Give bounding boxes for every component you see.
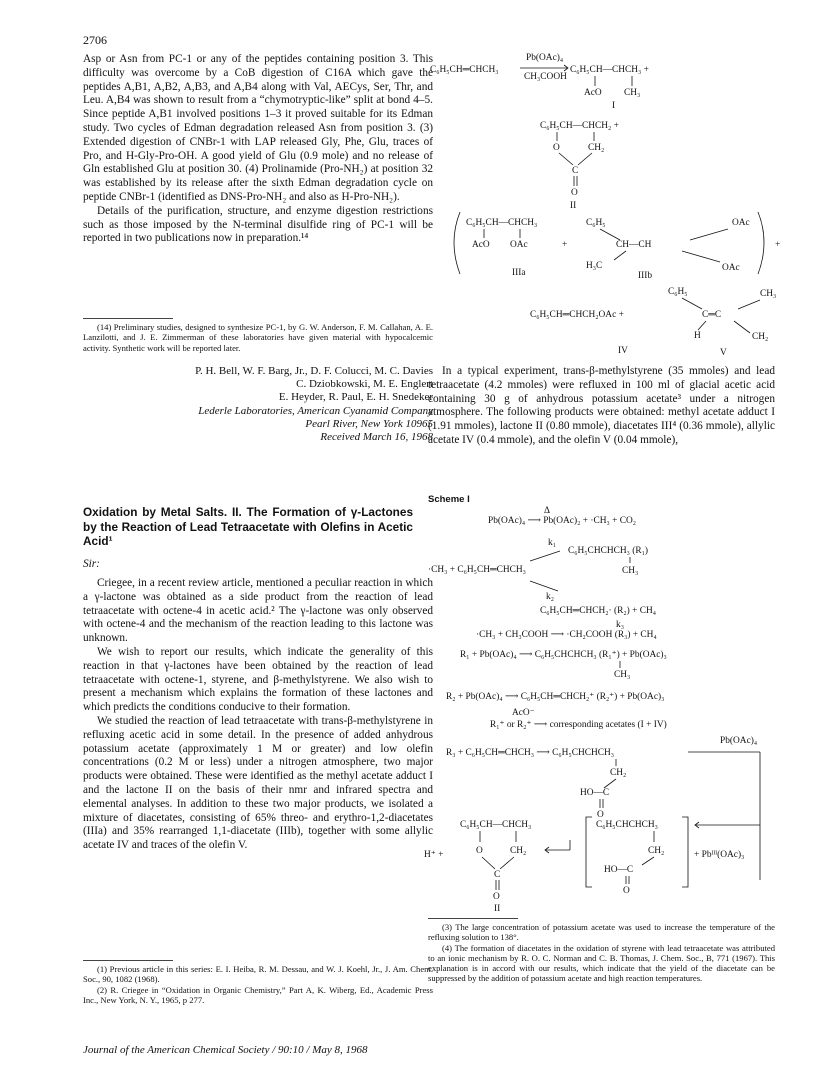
footnote-rule-2 bbox=[83, 960, 173, 961]
bond-IIIb-4 bbox=[682, 251, 720, 262]
scheme-step-5: R₂ + Pb(OAc)₄ ⟶ C₆H₅CH═CHCH₂⁺ (R₂⁺) + Pb(OAc)₃ bbox=[446, 692, 665, 702]
scheme-step-7: R₃ + C₆H₅CH═CHCH₃ ⟶ C₆H₅CHCHCH₃ bbox=[446, 748, 615, 758]
IIIb-oac-top: OAc bbox=[732, 218, 750, 228]
final-lead-product: + Pbᴵᴵᴵ(OAc)₃ bbox=[694, 850, 745, 860]
s4-methyl: CH₃ bbox=[614, 670, 631, 680]
IIIb-middle: CH—CH bbox=[616, 240, 652, 250]
V-methylene: CH₂ bbox=[752, 332, 769, 342]
final-carbonyl-O: O bbox=[493, 892, 500, 902]
affiliation-line-1: Lederle Laboratories, American Cyanamid Company bbox=[198, 404, 433, 417]
bond-II-3 bbox=[559, 153, 573, 165]
II-carbonyl-O: O bbox=[571, 188, 578, 198]
bond-II-4 bbox=[578, 153, 592, 165]
author-signature bbox=[83, 365, 433, 444]
II-ring-O: O bbox=[553, 143, 560, 153]
scheme-step-6: R₁⁺ or R₂⁺ ⟶ corresponding acetates (I + IV) bbox=[490, 720, 667, 730]
styrene-reactant: C₆H₅CH═CHCH₃ bbox=[430, 65, 499, 75]
footnote-3: (3) The large concentration of potassium acetate was used to increase the temperature of the refluxing solution to 138°. bbox=[428, 922, 775, 943]
footnote-4: (4) The formation of diacetates in the oxidation of styrene with lead tetraacetate was attributed to an ionic mechanism by R. O. C. Norman and C. B. Thomas, J. Chem. Soc., B, 771 (1967). This explanation is in accord with our results, which indicate that the yield of the diacetate can be suppressed by the addition of potassium acetate and high reaction temperatures. bbox=[428, 942, 775, 984]
s7-carbonyl-O: O bbox=[597, 810, 604, 820]
authors-line-2: C. Dziobkowski, M. E. Englert bbox=[296, 378, 433, 391]
IIIa-acetoxy-1: AcO bbox=[472, 240, 490, 250]
final-label-II: II bbox=[494, 904, 501, 914]
bond-V-2 bbox=[738, 300, 760, 309]
IIIb-methyl: H₃C bbox=[586, 261, 603, 271]
s2-reactants: ·CH₃ + C₆H₅CH═CHCH₃ bbox=[428, 565, 526, 575]
article-title: Oxidation by Metal Salts. II. The Formation of γ-Lactones by the Reaction of Lead Tetraacetate with Olefins in Acetic Acid¹ bbox=[83, 505, 413, 548]
IIIa-plus: + bbox=[562, 240, 568, 250]
s1-delta: Δ bbox=[544, 506, 551, 516]
received-date: Received March 16, 1968 bbox=[320, 431, 433, 444]
s2-lower-product: C₆H₅CH═CHCH₂· (R₂) + CH₄ bbox=[540, 606, 657, 616]
eq-solvent: CH₃COOH bbox=[524, 72, 567, 82]
s7-methylene: CH₂ bbox=[610, 768, 627, 778]
scheme-step-3: ·CH₃ + CH₃COOH ⟶ ·CH₂COOH (R₃) + CH₄ bbox=[476, 630, 657, 640]
page-number: 2706 bbox=[83, 33, 107, 47]
s2-upper-methyl: CH₃ bbox=[622, 566, 639, 576]
cation-carbonyl-O: O bbox=[623, 886, 630, 896]
label-IV: IV bbox=[618, 346, 628, 356]
s2-k1: k₁ bbox=[548, 538, 556, 548]
label-I: I bbox=[612, 101, 616, 111]
final-carbonyl-C: C bbox=[494, 870, 501, 880]
final-proton: H⁺ + bbox=[424, 850, 444, 860]
bond-f-3 bbox=[482, 857, 495, 869]
footnote-rule bbox=[83, 318, 173, 319]
IIIb-oac-bottom: OAc bbox=[722, 263, 740, 273]
s6-acetate: AcO⁻ bbox=[512, 708, 535, 718]
journal-footer: Journal of the American Chemical Society / 90:10 / May 8, 1968 bbox=[83, 1044, 368, 1056]
s7-carboxyl: HO—C bbox=[580, 788, 610, 798]
left-column-text bbox=[83, 53, 433, 246]
final-ring-O: O bbox=[476, 846, 483, 856]
arrow-k1 bbox=[530, 551, 560, 561]
paragraph-details: Details of the purification, structure, and enzyme digestion restrictions such as those imposed by the N-terminal disulfide ring of PC-1 will be reported in two publications now in preparation.¹⁴ bbox=[83, 204, 433, 245]
IIIa-acetoxy-2: OAc bbox=[510, 240, 528, 250]
bond-s7-2 bbox=[604, 779, 616, 788]
final-ring-CH2: CH₂ bbox=[510, 846, 527, 856]
bond-V-1 bbox=[682, 298, 702, 309]
footnotes-1-2 bbox=[83, 964, 433, 1005]
footnote-rule-3 bbox=[428, 918, 518, 919]
cation-methylene: CH₂ bbox=[648, 846, 665, 856]
article-body bbox=[83, 577, 433, 853]
II-carbonyl-C: C bbox=[572, 166, 579, 176]
paragraph-experiment: In a typical experiment, trans-β-methylstyrene (35 mmoles) and lead tetraacetate (4.2 mmoles) were refluxed in 100 ml of glacial acetic acid containing 30 g of anhydrous potassium acetate³ under a nitrogen atmosphere. The following products were obtained: methyl acetate adduct I (1.91 mmoles), lactone II (0.80 mmole), diacetates III⁴ (0.36 mmole), allylic acetate IV (0.4 mmole), and the olefin V (0.04 mmole), bbox=[428, 365, 775, 446]
reaction-structures bbox=[420, 30, 790, 360]
scheme-step-4: R₁ + Pb(OAc)₄ ⟶ C₆H₅CHCHCH₃ (R₁⁺) + Pb(OAc)₃ bbox=[460, 650, 667, 660]
bracket-right bbox=[682, 817, 688, 887]
cation-carboxyl: HO—C bbox=[604, 865, 634, 875]
bond-c-2 bbox=[642, 857, 654, 865]
cation-top: C₆H₅CHCHCH₃ bbox=[596, 820, 658, 830]
bond-IIIb-2 bbox=[690, 229, 728, 240]
scheme-label: Scheme I bbox=[428, 494, 470, 505]
IIIa-top: C₆H₅CH—CHCH₃ bbox=[466, 218, 538, 228]
final-II-top: C₆H₅CH—CHCH₃ bbox=[460, 820, 532, 830]
s2-upper-product: C₆H₅CHCHCH₃ (R₁) bbox=[568, 546, 649, 556]
label-II: II bbox=[570, 201, 577, 211]
authors-line-1: P. H. Bell, W. F. Barg, Jr., D. F. Colucci, M. C. Davies bbox=[195, 365, 433, 377]
footnotes-3-4 bbox=[428, 922, 775, 984]
footnote-1: (1) Previous article in this series: E. I. Heiba, R. M. Dessau, and W. J. Koehl, Jr., J. Am. Chem. Soc., 90, 1082 (1968). bbox=[83, 964, 433, 985]
bond-V-3 bbox=[698, 321, 706, 330]
scheme-step-1: Pb(OAc)₄ ⟶ Pb(OAc)₂ + ·CH₃ + CO₂ bbox=[488, 516, 637, 526]
paren-left bbox=[454, 212, 460, 274]
bond-IIIb-3 bbox=[614, 251, 626, 260]
arrow-k2 bbox=[530, 581, 558, 591]
s7-reagent: Pb(OAc)₄ bbox=[720, 736, 758, 746]
experiment-paragraph-block bbox=[428, 365, 775, 448]
IIIb-phenyl: C₆H₅ bbox=[586, 218, 606, 228]
footnote-14-block bbox=[83, 322, 433, 353]
s2-k2: k₂ bbox=[546, 592, 554, 602]
bond-IIIb-1 bbox=[600, 229, 620, 240]
label-IIIb: IIIb bbox=[638, 271, 653, 281]
bond-f-4 bbox=[500, 857, 514, 869]
I-acetoxy: AcO bbox=[584, 88, 602, 98]
paren-right bbox=[758, 212, 764, 274]
product-IV: C₆H₅CH═CHCH₂OAc + bbox=[530, 310, 624, 320]
paragraph-results: We wish to report our results, which indicate the generality of this reaction in that γ-lactones have been obtained by the reaction of lead tetraacetate with octene-1, styrene, and β-methylstyrene. We also wish to present a mechanism which explains the formation of these lactones and which predicts the conditions conducive to their formation. bbox=[83, 645, 433, 714]
footnote-2: (2) R. Criegee in “Oxidation in Organic Chemistry,” Part A, K. Wiberg, Ed., Academic Press Inc., New York, N. Y., 1965, p 277. bbox=[83, 984, 433, 1005]
authors-line-3: E. Heyder, R. Paul, E. H. Snedeker bbox=[278, 391, 433, 404]
bracket-left bbox=[586, 817, 592, 887]
paragraph-peptides: Asp or Asn from PC-1 or any of the peptides containing position 3. This difficulty was overcome by a CoB digestion of C16A which gave the peptides A,B1, A,B2, A,B3, and A,B4 along with Val, AECys, Ser, Thr, and Leu. A,B4 was shown to result from a “chymotryptic-like” split at bond 4–5. Since peptide A,B1 involved positions 1–3 it proved suitable for its Edman study. Two cycles of Edman degradation released Asn from position 3. (3) Extended digestion of CNBr-1 with LAP released Gly, Phe, Glu, traces of Pro, and H-Gly-Pro-OH. A good yield of Glu (0.9 mole) and no release of Gln established Glu at position 30. (4) Prolinamide (Pro-NH₂) at position 32 was established by its release after the sixth Edman degradation cycle on peptide CNBr-1 (identified as DNS-Pro-NH₂ and also as H-Pro-NH₂). bbox=[83, 53, 433, 203]
I-methyl: CH₃ bbox=[624, 88, 641, 98]
bond-V-4 bbox=[734, 321, 750, 333]
paragraph-criegee: Criegee, in a recent review article, mentioned a peculiar reaction in which a γ-lactone was obtained as a side product from the reaction of lead tetraacetate with octene-4 in acetic acid.² The γ-lactone was only observed with octene-4 and the mechanism of the reaction leading to this lactone was unknown. bbox=[83, 577, 433, 645]
label-V: V bbox=[720, 348, 727, 358]
paragraph-study: We studied the reaction of lead tetraacetate with trans-β-methylstyrene in refluxing acetic acid in some detail. In the presence of added anhydrous potassium acetate (approximately 1 M or greater) and low olefin concentrations (0.2 M or less) under a nitrogen atmosphere, two major products were obtained. These were identified as the methyl acetate adduct I and the lactone II on the basis of their nmr and infrared spectra and elemental analyses. In addition to these two major products, we isolated a mixture of diacetates, consisting of 65% threo- and erythro-1,2-diacetates (IIIa) and 35% rearranged 1,1-diacetate (IIIb), together with some allylic acetate IV and traces of the olefin V. bbox=[83, 714, 433, 852]
salutation: Sir: bbox=[83, 558, 100, 570]
V-phenyl: C₆H₅ bbox=[668, 287, 688, 297]
V-methyl: CH₃ bbox=[760, 289, 777, 299]
V-double-bond: C═C bbox=[702, 310, 722, 320]
footnote-14: (14) Preliminary studies, designed to synthesize PC-1, by G. W. Anderson, F. M. Callahan, A. E. Lanzilotti, and J. E. Zimmerman of these laboratories have given material with hypocalcemic activity. Synthetic work will be reported later. bbox=[83, 322, 433, 353]
scheme-I bbox=[420, 505, 790, 915]
V-hydrogen: H bbox=[694, 331, 701, 341]
eq-reagent: Pb(OAc)₄ bbox=[526, 53, 564, 63]
product-I: C₆H₅CH—CHCH₃ + bbox=[570, 65, 649, 75]
III-plus: + bbox=[775, 240, 781, 250]
label-IIIa: IIIa bbox=[512, 268, 526, 278]
s3-k3: k₃ bbox=[616, 620, 624, 630]
affiliation-line-2: Pearl River, New York 10965 bbox=[305, 417, 433, 430]
II-top: C₆H₅CH—CHCH₂ + bbox=[540, 121, 619, 131]
II-ring-CH2: CH₂ bbox=[588, 143, 605, 153]
